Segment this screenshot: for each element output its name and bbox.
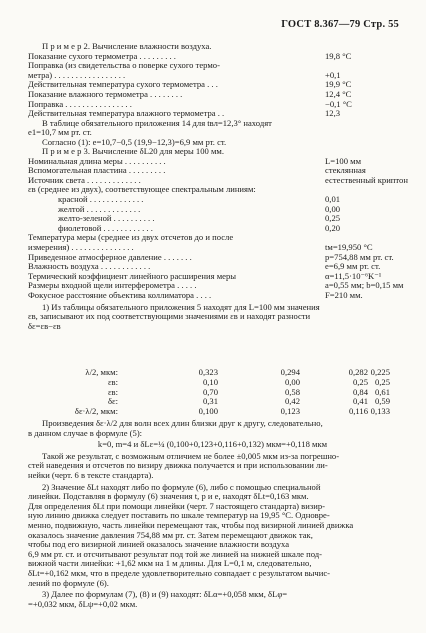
table-row: λ/2, мкм: 0,323 0,294 0,282 0,225 xyxy=(85,367,390,377)
example-2-title: П р и м е р 2. Вычисление влажности воздуха. xyxy=(42,41,212,51)
ex3-row: измерения) . . . . . . . . . . . . . . . tм=19,950 °С xyxy=(28,241,373,252)
ex3-row: Влажность воздуха . . . . . . . . . . . . e=6,9 мм рт. ст. xyxy=(28,261,381,272)
example-3-title: П р и м е р 3. Вычисление δL20 для меры 100 мм. xyxy=(42,146,224,156)
example-2 xyxy=(28,42,397,148)
ex3-p2: в данном случае в формуле (5): xyxy=(28,427,143,438)
ex2-row: Поправка . . . . . . . . . . . . . . . . −0,1 °С xyxy=(28,98,352,109)
ex3-p4: линейки. Подставляя в формулу (6) значения t, p и e, находят δLt=0,163 мкм. xyxy=(28,491,309,502)
ex2-text: В таблице обязательного приложения 14 для tвл=12,3° находят xyxy=(42,117,272,128)
table-row: εв: 0,70 0,58 0,84 0,61 xyxy=(107,386,390,397)
ex3-row: Номинальная длина меры . . . . . . . . . . L=100 мм xyxy=(28,155,362,166)
ex3-row: Фокусное расстояние объектива коллиматора . . . . F=210 мм. xyxy=(28,289,363,300)
ex2-row: Действительная температура сухого термометра . . . 19,9 °С xyxy=(28,79,352,90)
wavelength-table xyxy=(28,368,397,417)
example-3-continued xyxy=(28,419,397,609)
ex2-text: e1=10,7 мм рт. ст. xyxy=(28,127,92,138)
ex3-p4: δLt=+0,162 мкм, что в пределе удовлетворительно совпадает с результатом вычис- xyxy=(28,567,331,578)
ex3-row: εв (среднее из двух), соответствующее спектральным линиям: xyxy=(28,184,256,195)
ex3-p5: =+0,032 мкм, δLψ=+0,02 мкм. xyxy=(28,598,138,609)
ex2-row: метра) . . . . . . . . . . . . . . . . . +0,1 xyxy=(28,69,341,80)
ex3-p2: Произведения δε·λ/2 для волн всех длин близки друг к другу, следовательно, xyxy=(42,418,323,428)
ex3-p1: δε=εв−εв xyxy=(28,320,61,331)
ex2-row: Показание влажного термометра . . . . . . . . 12,4 °С xyxy=(28,88,352,99)
ex2-row: Действительная температура влажного термометра . . 12,3 xyxy=(28,108,341,119)
ex3-row: Источник света . . . . . . . . . . . . . естественный криптон xyxy=(28,174,408,185)
ex3-p3: стей наведения и отсчетов по визиру движка получается и при использовании ли- xyxy=(28,460,328,471)
ex2-row: Поправка (из свидетельства о поверке сухого термо- xyxy=(28,60,220,71)
ex3-row: Размеры входной щели интерферометра . . . . . a=0,55 мм; b=0,15 мм xyxy=(28,280,404,291)
ex2-row: Показание сухого термометра . . . . . . . . . 19,8 °С xyxy=(28,50,352,61)
ex3-p4: менно, подвижную, часть линейки перемещают так, чтобы под визирной линией движка xyxy=(28,519,354,530)
ex3-row: желто-зеленой . . . . . . . . . . 0,25 xyxy=(58,213,341,224)
ex3-row: Приведенное атмосферное давление . . . . . . . p=754,88 мм рт. ст. xyxy=(28,251,394,262)
ex3-p5: 3) Далее по формулам (7), (8) и (9) находят: δLα=+0,058 мкм, δLφ= xyxy=(42,589,288,600)
page-header: ГОСТ 8.367—79 Стр. 55 xyxy=(281,19,399,30)
ex3-row: красной . . . . . . . . . . . . . 0,01 xyxy=(58,193,341,204)
ex3-p1: 1) Из таблицы обязательного приложения 5 находят для L=100 мм значения xyxy=(42,301,320,312)
ex3-row: Термический коэффициент линейного расширения меры α=11,5·10⁻⁶K⁻¹ xyxy=(28,270,382,281)
ex3-p3: нейки (черт. 6 в тексте стандарта). xyxy=(28,469,154,480)
ex3-p1: εв, записывают их под соответствующими значениями εв и находят разности xyxy=(28,311,311,322)
table-row: εв: 0,10 0,00 0,25 0,25 xyxy=(107,376,390,387)
ex3-p4: 6,9 мм рт. ст. и отсчитывают результат под той же линией на нижней шкале под- xyxy=(28,548,322,559)
ex3-row: Вспомогательная пластина . . . . . . . . . стеклянная xyxy=(28,165,366,176)
ex3-row: Температура меры (среднее из двух отсчетов до и после xyxy=(28,232,234,243)
ex3-p4: вижной части линейки: +1,62 мкм на 1 м длины. Для L=0,1 м, следовательно, xyxy=(28,558,312,569)
ex3-p4: 2) Значение δLt находят либо по формуле (6), либо с помощью специальной xyxy=(42,481,321,492)
ex2-text: Согласно (1): e=10,7−0,5 (19,9−12,3)=6,9 мм рт. ст. xyxy=(42,136,227,147)
ex3-p3: Такой же результат, с возможным отличием не более ±0,005 мкм из-за погрешно- xyxy=(42,450,340,461)
table-row: δε: 0,31 0,42 0,41 0,59 xyxy=(107,396,390,407)
ex3-p4: лений по формуле (6). xyxy=(28,577,109,588)
ex3-p4: чтобы под его визирной линией оказалось значение влажности воздуха xyxy=(28,539,290,550)
ex3-row: желтой . . . . . . . . . . . . . 0,00 xyxy=(58,203,341,214)
ex3-p4: ную линию движка следует поставить по шкале температур на 19,95 °С. Одновре- xyxy=(28,510,330,521)
example-3 xyxy=(28,146,408,331)
ex3-formula: k=0, m=4 и δLε=¼ (0,100+0,123+0,116+0,132) мкм=+0,118 мкм xyxy=(97,439,328,450)
ex3-p4: Для определения δLt при помощи линейки (черт. 7 настоящего стандарта) визир- xyxy=(28,500,325,511)
ex3-p4: оказалось значение давления 754,88 мм рт. ст. Затем перемещают движок так, xyxy=(28,529,313,540)
table-row: δε·λ/2, мкм: 0,100 0,123 0,116 0,133 xyxy=(74,406,390,417)
ex3-row: фиолетовой . . . . . . . . . . . . 0,20 xyxy=(58,222,341,233)
